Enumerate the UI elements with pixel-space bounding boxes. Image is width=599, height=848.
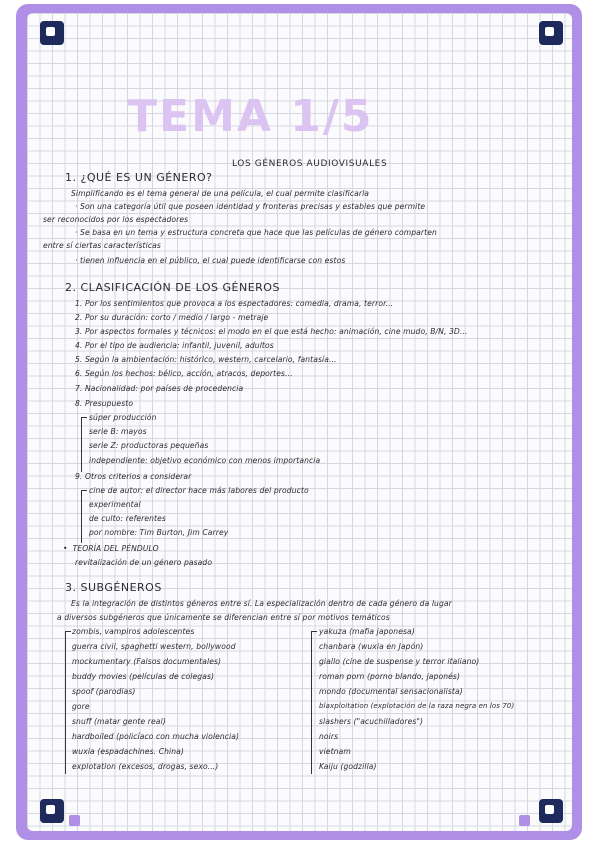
budget-item: súper producción bbox=[89, 413, 157, 422]
page-title: TEMA 1/5 bbox=[127, 91, 374, 142]
classification-item: 4. Por el tipo de audiencia: infantil, juvenil, adultos bbox=[75, 341, 274, 350]
budget-item: serie B: mayos bbox=[89, 427, 147, 436]
subgenre-right: mondo (documental sensacionalista) bbox=[319, 687, 463, 696]
section3-intro: a diversos subgéneros que únicamente se diferencian entre sí por motivos temáticos bbox=[57, 613, 390, 622]
bracket bbox=[311, 631, 317, 774]
criteria-item: cine de autor: el director hace más labores del producto bbox=[89, 486, 309, 495]
section2-heading: 2. CLASIFICACIÓN DE LOS GÉNEROS bbox=[65, 281, 280, 294]
notebook-page bbox=[27, 13, 572, 831]
classification-item: 2. Por su duración: corto / medio / largo - metraje bbox=[75, 313, 269, 322]
subgenre-right: Kaiju (godzilla) bbox=[319, 762, 377, 771]
budget-item: serie Z: productoras pequeñas bbox=[89, 441, 209, 450]
budget-item: independiente: objetivo económico con menos importancia bbox=[89, 456, 321, 465]
section1-line: Simplificando es el tema general de una película, el cual permite clasificarla bbox=[71, 189, 370, 198]
section1-line: · Se basa en un tema y estructura concreta que hace que las películas de género comparten bbox=[75, 228, 437, 237]
classification-item: 3. Por aspectos formales y técnicos: el modo en el que está hecho: animación, cine mudo, B/N, 3D... bbox=[75, 327, 468, 336]
classification-item: 7. Nacionalidad: por países de procedencia bbox=[75, 384, 244, 393]
subgenre-left: buddy movies (películas de colegas) bbox=[72, 672, 215, 681]
classification-item: 8. Presupuesto bbox=[75, 399, 134, 408]
subgenre-left: explotation (excesos, drogas, sexo...) bbox=[72, 762, 219, 771]
section1-line: · tienen influencia en el público, el cual puede identificarse con estos bbox=[75, 256, 346, 265]
subgenre-left: gore bbox=[72, 702, 90, 711]
theory-text: revitalización de un género pasado bbox=[75, 558, 213, 567]
subgenre-left: snuff (matar gente real) bbox=[72, 717, 166, 726]
subgenre-right: roman porn (porno blando, japonés) bbox=[319, 672, 461, 681]
subgenre-left: zombis, vampiros adolescentes bbox=[72, 627, 195, 636]
theory-title: • TEORÍA DEL PÉNDULO bbox=[63, 544, 159, 553]
section1-line: · Son una categoría útil que poseen identidad y fronteras precisas y estables que permite bbox=[75, 202, 426, 211]
section3-heading: 3. SUBGÉNEROS bbox=[65, 581, 162, 594]
subgenre-left: mockumentary (Falsos documentales) bbox=[72, 657, 222, 666]
section1-line: entre sí ciertas características bbox=[43, 241, 161, 250]
subgenre-left: spoof (parodias) bbox=[72, 687, 136, 696]
corner-bracket-icon bbox=[40, 799, 64, 823]
decor-square bbox=[69, 815, 80, 826]
classification-item: 6. Según los hechos: bélico, acción, atracos, deportes... bbox=[75, 369, 293, 378]
bracket bbox=[81, 490, 87, 543]
criteria-item: por nombre: Tim Burton, Jim Carrey bbox=[89, 528, 229, 537]
classification-item: 9. Otros criterios a considerar bbox=[75, 472, 192, 481]
subgenre-right: vietnam bbox=[319, 747, 351, 756]
subgenre-left: wuxia (espadachines. China) bbox=[72, 747, 184, 756]
subgenre-right: noirs bbox=[319, 732, 339, 741]
section3-intro: Es la integración de distintos géneros entre sí. La especialización dentro de cada género da lugar bbox=[71, 599, 452, 608]
criteria-item: experimental bbox=[89, 500, 141, 509]
classification-item: 1. Por los sentimientos que provoca a los espectadores: comedia, drama, terror... bbox=[75, 299, 394, 308]
decor-square bbox=[519, 815, 530, 826]
subgenre-left: hardboiled (policíaco con mucha violencia) bbox=[72, 732, 240, 741]
criteria-item: de culto: referentes bbox=[89, 514, 166, 523]
classification-item: 5. Según la ambientación: histórico, western, carcelario, fantasía... bbox=[75, 355, 337, 364]
section1-line: ser reconocidos por los espectadores bbox=[43, 215, 189, 224]
corner-bracket-icon bbox=[539, 21, 563, 45]
subgenre-right: yakuza (mafia japonesa) bbox=[319, 627, 415, 636]
subgenre-right: slashers ("acuchilladores") bbox=[319, 717, 424, 726]
subgenre-right: chanbara (wuxia en Japón) bbox=[319, 642, 424, 651]
corner-bracket-icon bbox=[539, 799, 563, 823]
subgenre-left: guerra civil, spaghetti western, bollywood bbox=[72, 642, 236, 651]
page-subtitle: LOS GÉNEROS AUDIOVISUALES bbox=[232, 159, 388, 169]
section1-heading: 1. ¿QUÉ ES UN GÉNERO? bbox=[65, 171, 213, 184]
subgenre-right: blaxploitation (explotación de la raza negra en los 70) bbox=[319, 702, 515, 710]
corner-bracket-icon bbox=[40, 21, 64, 45]
bracket bbox=[65, 631, 71, 774]
bracket bbox=[81, 417, 87, 472]
subgenre-right: giallo (cine de suspense y terror italiano) bbox=[319, 657, 480, 666]
